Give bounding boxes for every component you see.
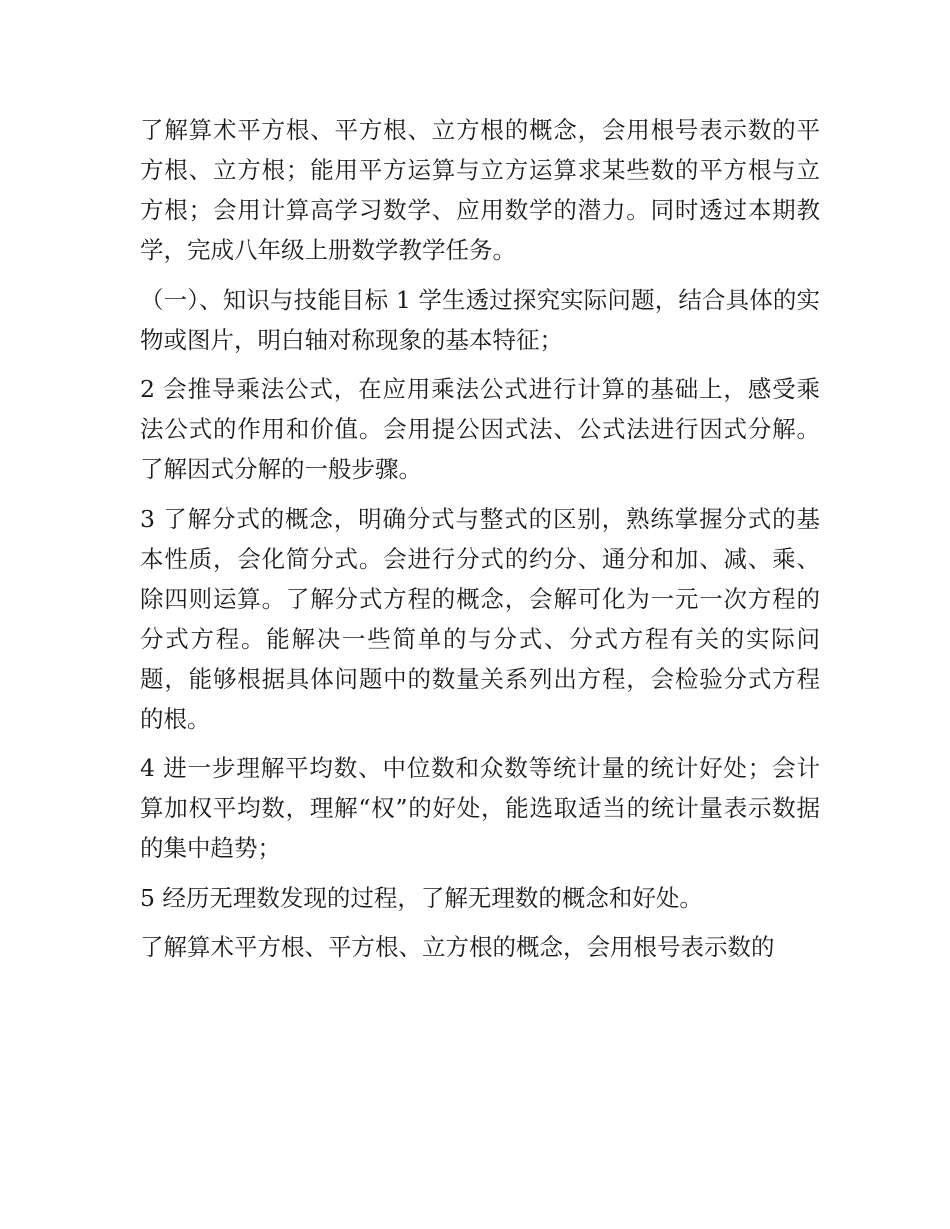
paragraph-goal-1-symmetry: （一）、知识与技能目标 1 学生透过探究实际问题，结合具体的实物或图片，明白轴对称现象的基本特征； (140, 285, 820, 354)
paragraph-goal-3-fractions: 3 了解分式的概念，明确分式与整式的区别，熟练掌握分式的基本性质，会化简分式。会进行分式的约分、通分和加、减、乘、除四则运算。了解分式方程的概念，会解可化为一元一次方程的分式方程。能解决一些简单的与分式、分式方程有关的实际问题，能够根据具体问题中的数量关系列出方程，会检验分式方程的根。 (140, 504, 820, 733)
document-body (140, 110, 820, 977)
paragraph-intro-roots: 了解算术平方根、平方根、立方根的概念，会用根号表示数的平方根、立方根；能用平方运算与立方运算求某些数的平方根与立方根；会用计算高学习数学、应用数学的潜力。同时透过本期教学，完成八年级上册数学教学任务。 (140, 116, 820, 264)
paragraph-goal-2-multiplication: 2 会推导乘法公式，在应用乘法公式进行计算的基础上，感受乘法公式的作用和价值。会用提公因式法、公式法进行因式分解。了解因式分解的一般步骤。 (140, 375, 820, 483)
paragraph-roots-repeat: 了解算术平方根、平方根、立方根的概念，会用根号表示数的 (140, 933, 775, 961)
paragraph-goal-5-irrational: 5 经历无理数发现的过程，了解无理数的概念和好处。 (140, 883, 703, 912)
paragraph-goal-4-statistics: 4 进一步理解平均数、中位数和众数等统计量的统计好处；会计算加权平均数，理解“权”的好处，能选取适当的统计量表示数据的集中趋势； (140, 754, 820, 862)
